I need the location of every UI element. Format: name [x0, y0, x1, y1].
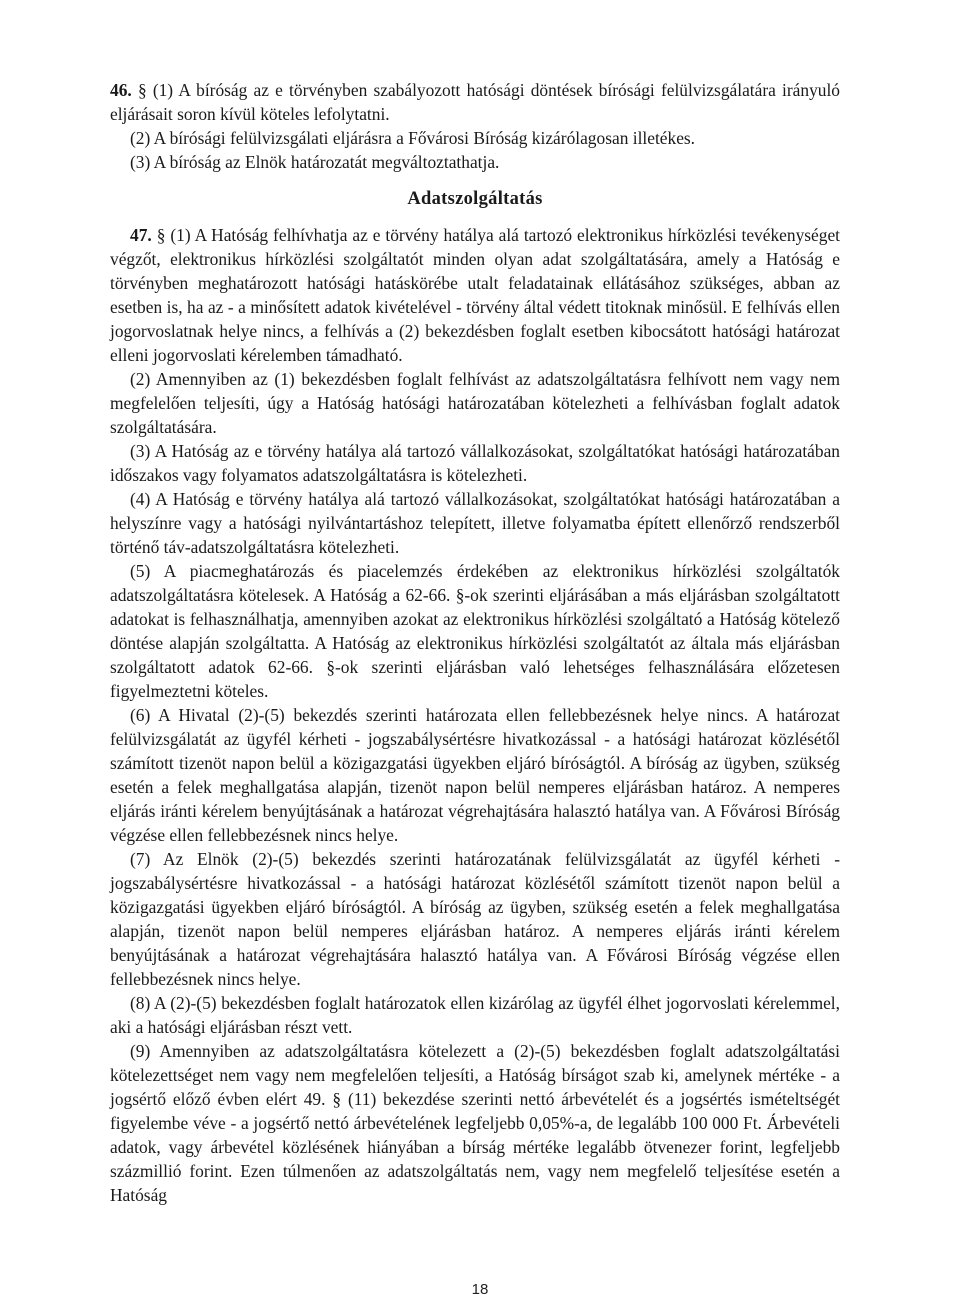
section-47-paragraph-1 [110, 223, 840, 367]
section-heading: Adatszolgáltatás [407, 189, 543, 209]
section-46-paragraph-2: (2) A bírósági felülvizsgálati eljárásra a Fővárosi Bíróság kizárólagosan illetékes. [130, 128, 696, 148]
section-47-number: 47. [130, 225, 152, 245]
section-47-paragraph-2: (2) Amennyiben az (1) bekezdésben foglalt felhívást az adatszolgáltatásra felhívott nem vagy nem megfelelően teljesíti, úgy a Hatóság hatósági határozatában kötelezheti a felhívásban foglalt adatok szolgáltatására. [110, 369, 840, 437]
section-47-paragraph-3: (3) A Hatóság az e törvény hatálya alá tartozó vállalkozásokat, szolgáltatókat hatósági határozatában időszakos vagy folyamatos adatszolgáltatásra is kötelezheti. [110, 441, 840, 485]
section-47-paragraph-6: (6) A Hivatal (2)-(5) bekezdés szerinti határozata ellen fellebbezésnek helye nincs. A határozat felülvizsgálatát az ügyfél kérheti - jogszabálysértésre hivatkozással - a hatósági határozat közlésétől számított tizenöt napon belül a közigazgatási ügyekben eljáró bíróságtól. A bíróság az ügyben, szükség esetén a felek meghallgatása alapján, tizenöt napon belül nemperes eljárásban határoz. A nemperes eljárás iránti kérelem benyújtásának a határozat végrehajtására halasztó hatálya van. A Fővárosi Bíróság végzése ellen fellebbezésnek nincs helye. [110, 705, 840, 845]
section-46-paragraph-1-text: § (1) A bíróság az e törvényben szabályozott hatósági döntések bírósági felülvizsgálatára irányuló eljárásait soron kívül köteles lefolytatni. [110, 80, 840, 124]
section-47-paragraph-1-text: § (1) A Hatóság felhívhatja az e törvény hatálya alá tartozó elektronikus hírközlési tevékenységet végzőt, elektronikus hírközlési szolgáltatót minden olyan adat szolgáltatására, amely a Hatóság e törvényben meghatározott hatósági hatáskörébe utalt feladatainak ellátásához szükséges, abban az esetben is, ha az - a minősített adatok kivételével - törvény által védett titoknak minősül. E felhívás ellen jogorvoslatnak helye nincs, a felhívás a (2) bekezdésben foglalt esetben kibocsátott hatósági határozat elleni jogorvoslati kérelemben támadható. [110, 225, 840, 365]
section-47-paragraph-5: (5) A piacmeghatározás és piacelemzés érdekében az elektronikus hírközlési szolgáltatók adatszolgáltatásra kötelesek. A Hatóság a 62-66. §-ok szerinti eljárásában a más eljárásban szolgáltatott adatokat is felhasználhatja, amennyiben azokat az elektronikus hírközlési szolgáltató a Hatóság kötelező döntése alapján szolgáltatta. A Hatóság az elektronikus hírközlési szolgáltatót az általa más eljárásban szolgáltatott adatok 62-66. §-ok szerinti eljárásban való lehetséges felhasználására előzetesen figyelmeztetni köteles. [110, 561, 840, 701]
section-47-paragraph-8: (8) A (2)-(5) bekezdésben foglalt határozatok ellen kizárólag az ügyfél élhet jogorvoslati kérelemmel, aki a hatósági eljárásban részt vett. [110, 993, 840, 1037]
section-46-number: 46. [110, 80, 132, 100]
section-47-paragraph-7: (7) Az Elnök (2)-(5) bekezdés szerinti határozatának felülvizsgálatát az ügyfél kérheti - jogszabálysértésre hivatkozással - a hatósági határozat közlésétől számított tizenöt napon belül a közigazgatási ügyekben eljáró bíróságtól. A bíróság az ügyben, szükség esetén a felek meghallgatása alapján, tizenöt napon belül nemperes eljárásban határoz. A nemperes eljárás iránti kérelem benyújtásának a határozat végrehajtására halasztó hatálya van. A Fővárosi Bíróság végzése ellen fellebbezésnek nincs helye. [110, 849, 840, 989]
page-number: 18 [471, 1281, 489, 1298]
section-47-paragraph-4: (4) A Hatóság e törvény hatálya alá tartozó vállalkozásokat, szolgáltatókat hatósági határozatában a helyszínre vagy a hatósági nyilvántartáshoz telepített, illetve folyamatba épített ellenőrző rendszerből történő táv-adatszolgáltatásra kötelezheti. [110, 489, 840, 557]
section-47-paragraph-9: (9) Amennyiben az adatszolgáltatásra kötelezett a (2)-(5) bekezdésben foglalt adatszolgáltatási kötelezettséget nem vagy nem megfelelően teljesíti, a Hatóság bírságot szab ki, amelynek mértéke - a jogsértő előző évben elért 49. § (11) bekezdése szerinti nettó árbevételét és a jogsértés ismételtségét figyelembe véve - a jogsértő nettó árbevételének legfeljebb 0,05%-a, de legalább 100 000 Ft. Árbevételi adatok, vagy árbevétel közlésének hiányában a bírság mértéke legalább ötvenezer forint, legfeljebb százmillió forint. Ezen túlmenően az adatszolgáltatás nem, vagy nem megfelelő teljesítése esetén a Hatóság [110, 1041, 840, 1205]
section-46-paragraph-3: (3) A bíróság az Elnök határozatát megváltoztathatja. [130, 152, 500, 172]
section-46-paragraph-1 [110, 78, 840, 126]
document-page [110, 78, 840, 1207]
